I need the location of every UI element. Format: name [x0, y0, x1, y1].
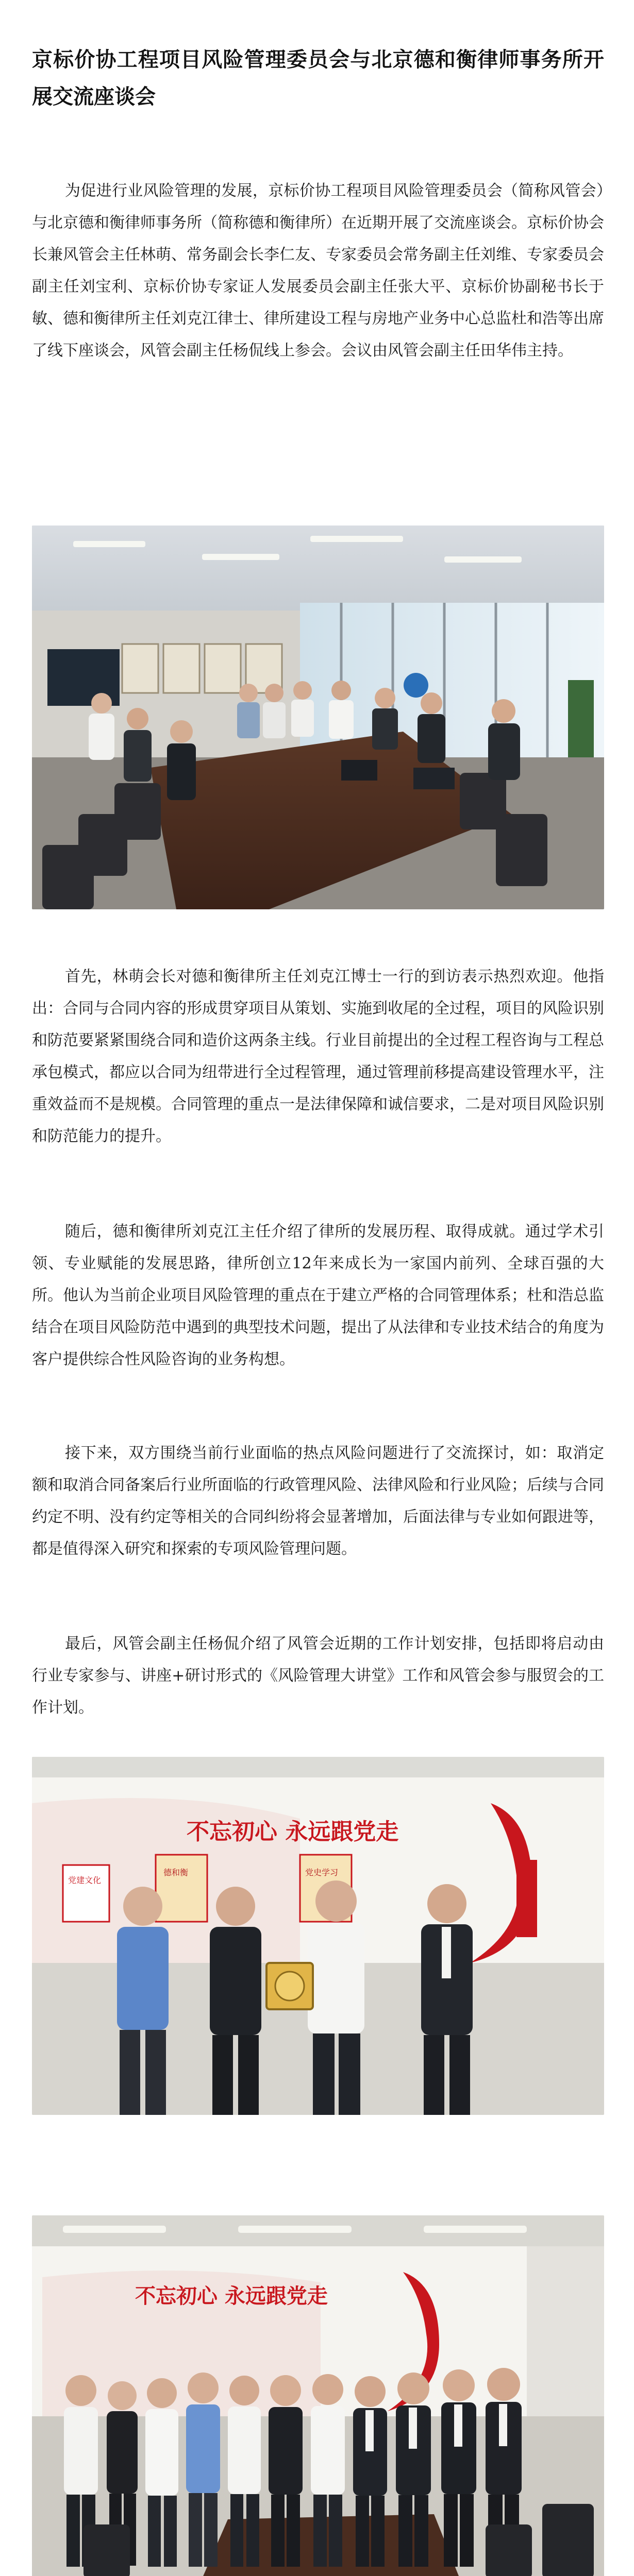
article-title: 京标价协工程项目风险管理委员会与北京德和衡律师事务所开展交流座谈会	[32, 47, 604, 109]
souvenir-plaque	[266, 1963, 313, 2009]
paragraph-lawfirm-intro: 随后，德和衡律所刘克江主任介绍了律所的发展历程、取得成就。通过学术引领、专业赋能的发展思路，律所创立12年来成长为一家国内前列、全球百强的大所。他认为当前企业项目风险管理的重点在于建立严格的合同管理体系；杜和浩总监结合在项目风险防范中遇到的典型技术问题，提出了从法律和专业技术结合的角度为客户提供综合性风险咨询的业务构想。	[32, 1223, 604, 1368]
group-photo	[32, 2215, 604, 2576]
gift-exchange-illustration	[32, 1757, 604, 2115]
paragraph-intro: 为促进行业风险管理的发展，京标价协工程项目风险管理委员会（简称风管会）与北京德和衡律师事务所（简称德和衡律所）在近期开展了交流座谈会。京标价协会长兼风管会主任林萌、常务副会长李仁友、专家委员会常务副主任刘维、专家委员会副主任刘宝利、京标价协专家证人发展委员会副主任张大平、京标价协副秘书长于敏、德和衡律所主任刘克江律士、律所建设工程与房地产业务中心总监杜和浩等出席了线下座谈会，风管会副主任杨侃线上参会。会议由风管会副主任田华伟主持。	[32, 182, 604, 360]
board-label-3: 党史学习	[305, 1868, 339, 1877]
paragraph-opening: 首先，林萌会长对德和衡律所主任刘克江博士一行的到访表示热烈欢迎。他指出：合同与合同内容的形成贯穿项目从策划、实施到收尾的全过程，项目的风险识别和防范要紧紧围绕合同和造价这两条主线。行业目前提出的全过程工程咨询与工程总承包模式，都应以合同为纽带进行全过程管理，通过管理前移提高建设管理水平，注重效益而不是规模。合同管理的重点一是法律保障和诚信要求，二是对项目风险识别和防范能力的提升。	[32, 968, 604, 1145]
meeting-room-illustration	[32, 526, 604, 909]
group-photo-illustration	[32, 2215, 604, 2576]
wall-slogan: 不忘初心 永远跟党走	[187, 1819, 399, 1845]
board-label-2: 德和衡	[163, 1868, 189, 1877]
paragraph-discussion: 接下来，双方围绕当前行业面临的热点风险问题进行了交流探讨，如：取消定额和取消合同备案后行业所面临的行政管理风险、法律风险和行业风险；后续与合同约定不明、没有约定等相关的合同纠纷将会显著增加，后面法律与专业如何跟进等，都是值得深入研究和探索的专项风险管理问题。	[32, 1444, 604, 1558]
group-wall-slogan: 不忘初心 永远跟党走	[135, 2284, 328, 2308]
board-label-1: 党建文化	[68, 1875, 102, 1885]
meeting-room-photo	[32, 526, 604, 909]
paragraph-plans: 最后，风管会副主任杨侃介绍了风管会近期的工作计划安排，包括即将启动由行业专家参与、讲座+研讨形式的《风险管理大讲堂》工作和风管会参与服贸会的工作计划。	[32, 1635, 604, 1717]
gift-exchange-photo	[32, 1757, 604, 2115]
group-photo-people	[64, 2368, 522, 2567]
